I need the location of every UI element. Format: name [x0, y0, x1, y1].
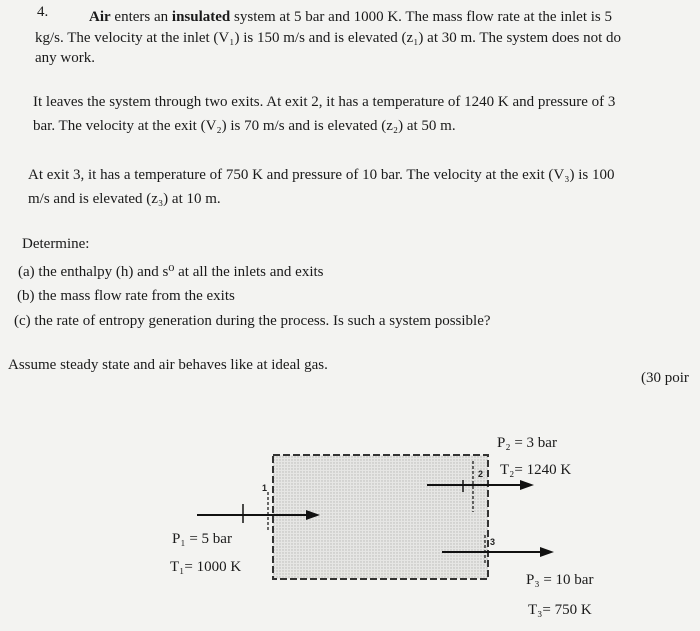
system-boundary — [273, 455, 488, 579]
exit-2-number: 2 — [478, 469, 484, 479]
exit-2-temperature-label: T₂= 1240 K — [500, 462, 572, 478]
paragraph-2-line-2: bar. The velocity at the exit (V₂) is 70 m/s and is elevated (z₂) at 50 m. — [33, 118, 456, 134]
p1-line1-post: system at 5 bar and 1000 K. The mass flow rate at the inlet is 5 — [230, 9, 612, 25]
inlet-subject: Air — [89, 9, 111, 25]
inlet-pressure-label: P₁ = 5 bar — [172, 531, 232, 547]
paragraph-1-line-2: kg/s. The velocity at the inlet (V₁) is 150 m/s and is elevated (z₁) at 30 m. The system does not do — [35, 30, 622, 46]
assumption: Assume steady state and air behaves like at ideal gas. — [8, 357, 328, 373]
inlet-temperature-label: T₁= 1000 K — [170, 559, 242, 575]
problem-number: 4. — [37, 4, 49, 20]
determine-heading: Determine: — [22, 236, 90, 252]
part-a: (a) the enthalpy (h) and s⁰ at all the inlets and exits — [18, 264, 324, 280]
paragraph-2-line-1: It leaves the system through two exits. At exit 2, it has a temperature of 1240 K and pressure of 3 — [33, 94, 616, 110]
inlet-number: 1 — [262, 483, 268, 493]
exit-3-pressure-label: P₃ = 10 bar — [526, 572, 594, 588]
paragraph-3-line-1: At exit 3, it has a temperature of 750 K and pressure of 10 bar. The velocity at the exit (V₃) is 100 — [28, 167, 615, 183]
exit-3-number: 3 — [490, 537, 496, 547]
exit-3-temperature-label: T₃= 750 K — [528, 602, 592, 618]
paragraph-3-line-2: m/s and is elevated (z₃) at 10 m. — [28, 191, 221, 207]
paragraph-1-line-3: any work. — [35, 50, 95, 66]
insulated-keyword: insulated — [171, 9, 231, 25]
p1-line1-pre: enters an — [110, 9, 172, 25]
points-label: (30 poir — [641, 370, 689, 386]
exit-2-pressure-label: P₂ = 3 bar — [497, 435, 557, 451]
part-c: (c) the rate of entropy generation during the process. Is such a system possible? — [14, 313, 491, 329]
part-b: (b) the mass flow rate from the exits — [17, 288, 235, 304]
